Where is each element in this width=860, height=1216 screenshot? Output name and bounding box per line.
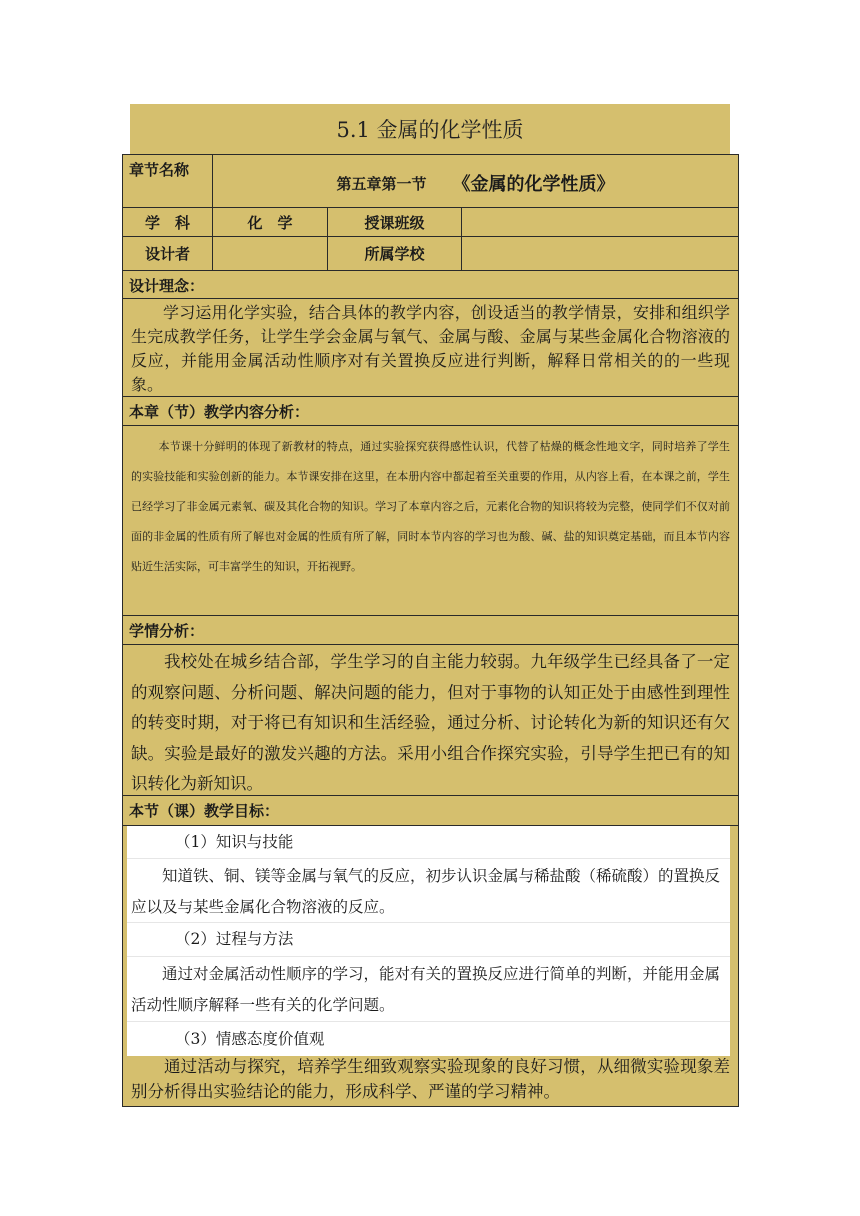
objectives-cell	[123, 826, 738, 1106]
student-analysis-heading: 学情分析：	[123, 616, 738, 645]
page-title: 5.1 金属的化学性质	[130, 104, 730, 154]
chapter-value	[213, 155, 738, 207]
design-concept-cell	[123, 299, 738, 397]
row-chapter	[123, 155, 738, 208]
school-label: 所属学校	[328, 237, 462, 270]
subject-label: 学 科	[123, 208, 213, 236]
class-label: 授课班级	[328, 208, 462, 236]
student-analysis-text: 我校处在城乡结合部，学生学习的自主能力较弱。九年级学生已经具备了一定的观察问题、分析问题、解决问题的能力，但对于事物的认知正处于由感性到理性的转变时期，对于将已有知识和生活经验，通过分析、讨论转化为新的知识还有欠缺。实验是最好的激发兴趣的方法。采用小组合作探究实验，引导学生把已有的知识转化为新知识。	[131, 652, 730, 793]
process-text: 通过对金属活动性顺序的学习，能对有关的置换反应进行简单的判断，并能用金属活动性顺序解释一些有关的化学问题。	[127, 957, 730, 1022]
chapter-prefix: 第五章第一节	[336, 174, 427, 193]
knowledge-title: （1）知识与技能	[127, 826, 730, 859]
class-value	[462, 208, 738, 236]
designer-value	[213, 237, 328, 270]
emotion-title: （3）情感态度价值观	[175, 1030, 325, 1048]
design-concept-heading: 设计理念：	[123, 271, 738, 299]
row-subject	[123, 208, 738, 237]
subject-value: 化 学	[213, 208, 328, 236]
content-analysis-cell	[123, 426, 738, 616]
student-analysis-cell	[123, 645, 738, 796]
row-designer	[123, 237, 738, 271]
objectives-white-block	[127, 826, 730, 1056]
design-concept-text: 学习运用化学实验，结合具体的教学内容，创设适当的教学情景，安排和组织学生完成教学任务，让学生学会金属与氧气、金属与酸、金属与某些金属化合物溶液的反应，并能用金属活动性顺序对有关置换反应进行判断，解释日常相关的的一些现象。	[131, 303, 730, 394]
designer-label: 设计者	[123, 237, 213, 270]
process-title: （2）过程与方法	[127, 923, 730, 957]
content-analysis-heading: 本章（节）教学内容分析：	[123, 397, 738, 426]
lesson-plan-table	[122, 154, 739, 1107]
chapter-title: 《金属的化学性质》	[452, 174, 615, 195]
emotion-text: 通过活动与探究，培养学生细致观察实验现象的良好习惯，从细微实验现象差别分析得出实验结论的能力，形成科学、严谨的学习精神。	[131, 1057, 730, 1101]
objectives-heading: 本节（课）教学目标：	[123, 796, 738, 826]
content-analysis-text: 本节课十分鲜明的体现了新教材的特点，通过实验探究获得感性认识，代替了枯燥的概念性地文字，同时培养了学生的实验技能和实验创新的能力。本节课安排在这里，在本册内容中都起着至关重要的作用，从内容上看，在本课之前，学生已经学习了非金属元素氧、碳及其化合物的知识。学习了本章内容之后，元素化合物的知识将较为完整，使同学们不仅对前面的非金属的性质有所了解也对金属的性质有所了解，同时本节内容的学习也为酸、碱、盐的知识奠定基础，而且本节内容贴近生活实际，可丰富学生的知识，开拓视野。	[131, 440, 730, 573]
knowledge-text: 知道铁、铜、镁等金属与氧气的反应，初步认识金属与稀盐酸（稀硫酸）的置换反应以及与某些金属化合物溶液的反应。	[127, 859, 730, 923]
school-value	[462, 237, 738, 270]
chapter-label: 章节名称	[123, 155, 213, 207]
